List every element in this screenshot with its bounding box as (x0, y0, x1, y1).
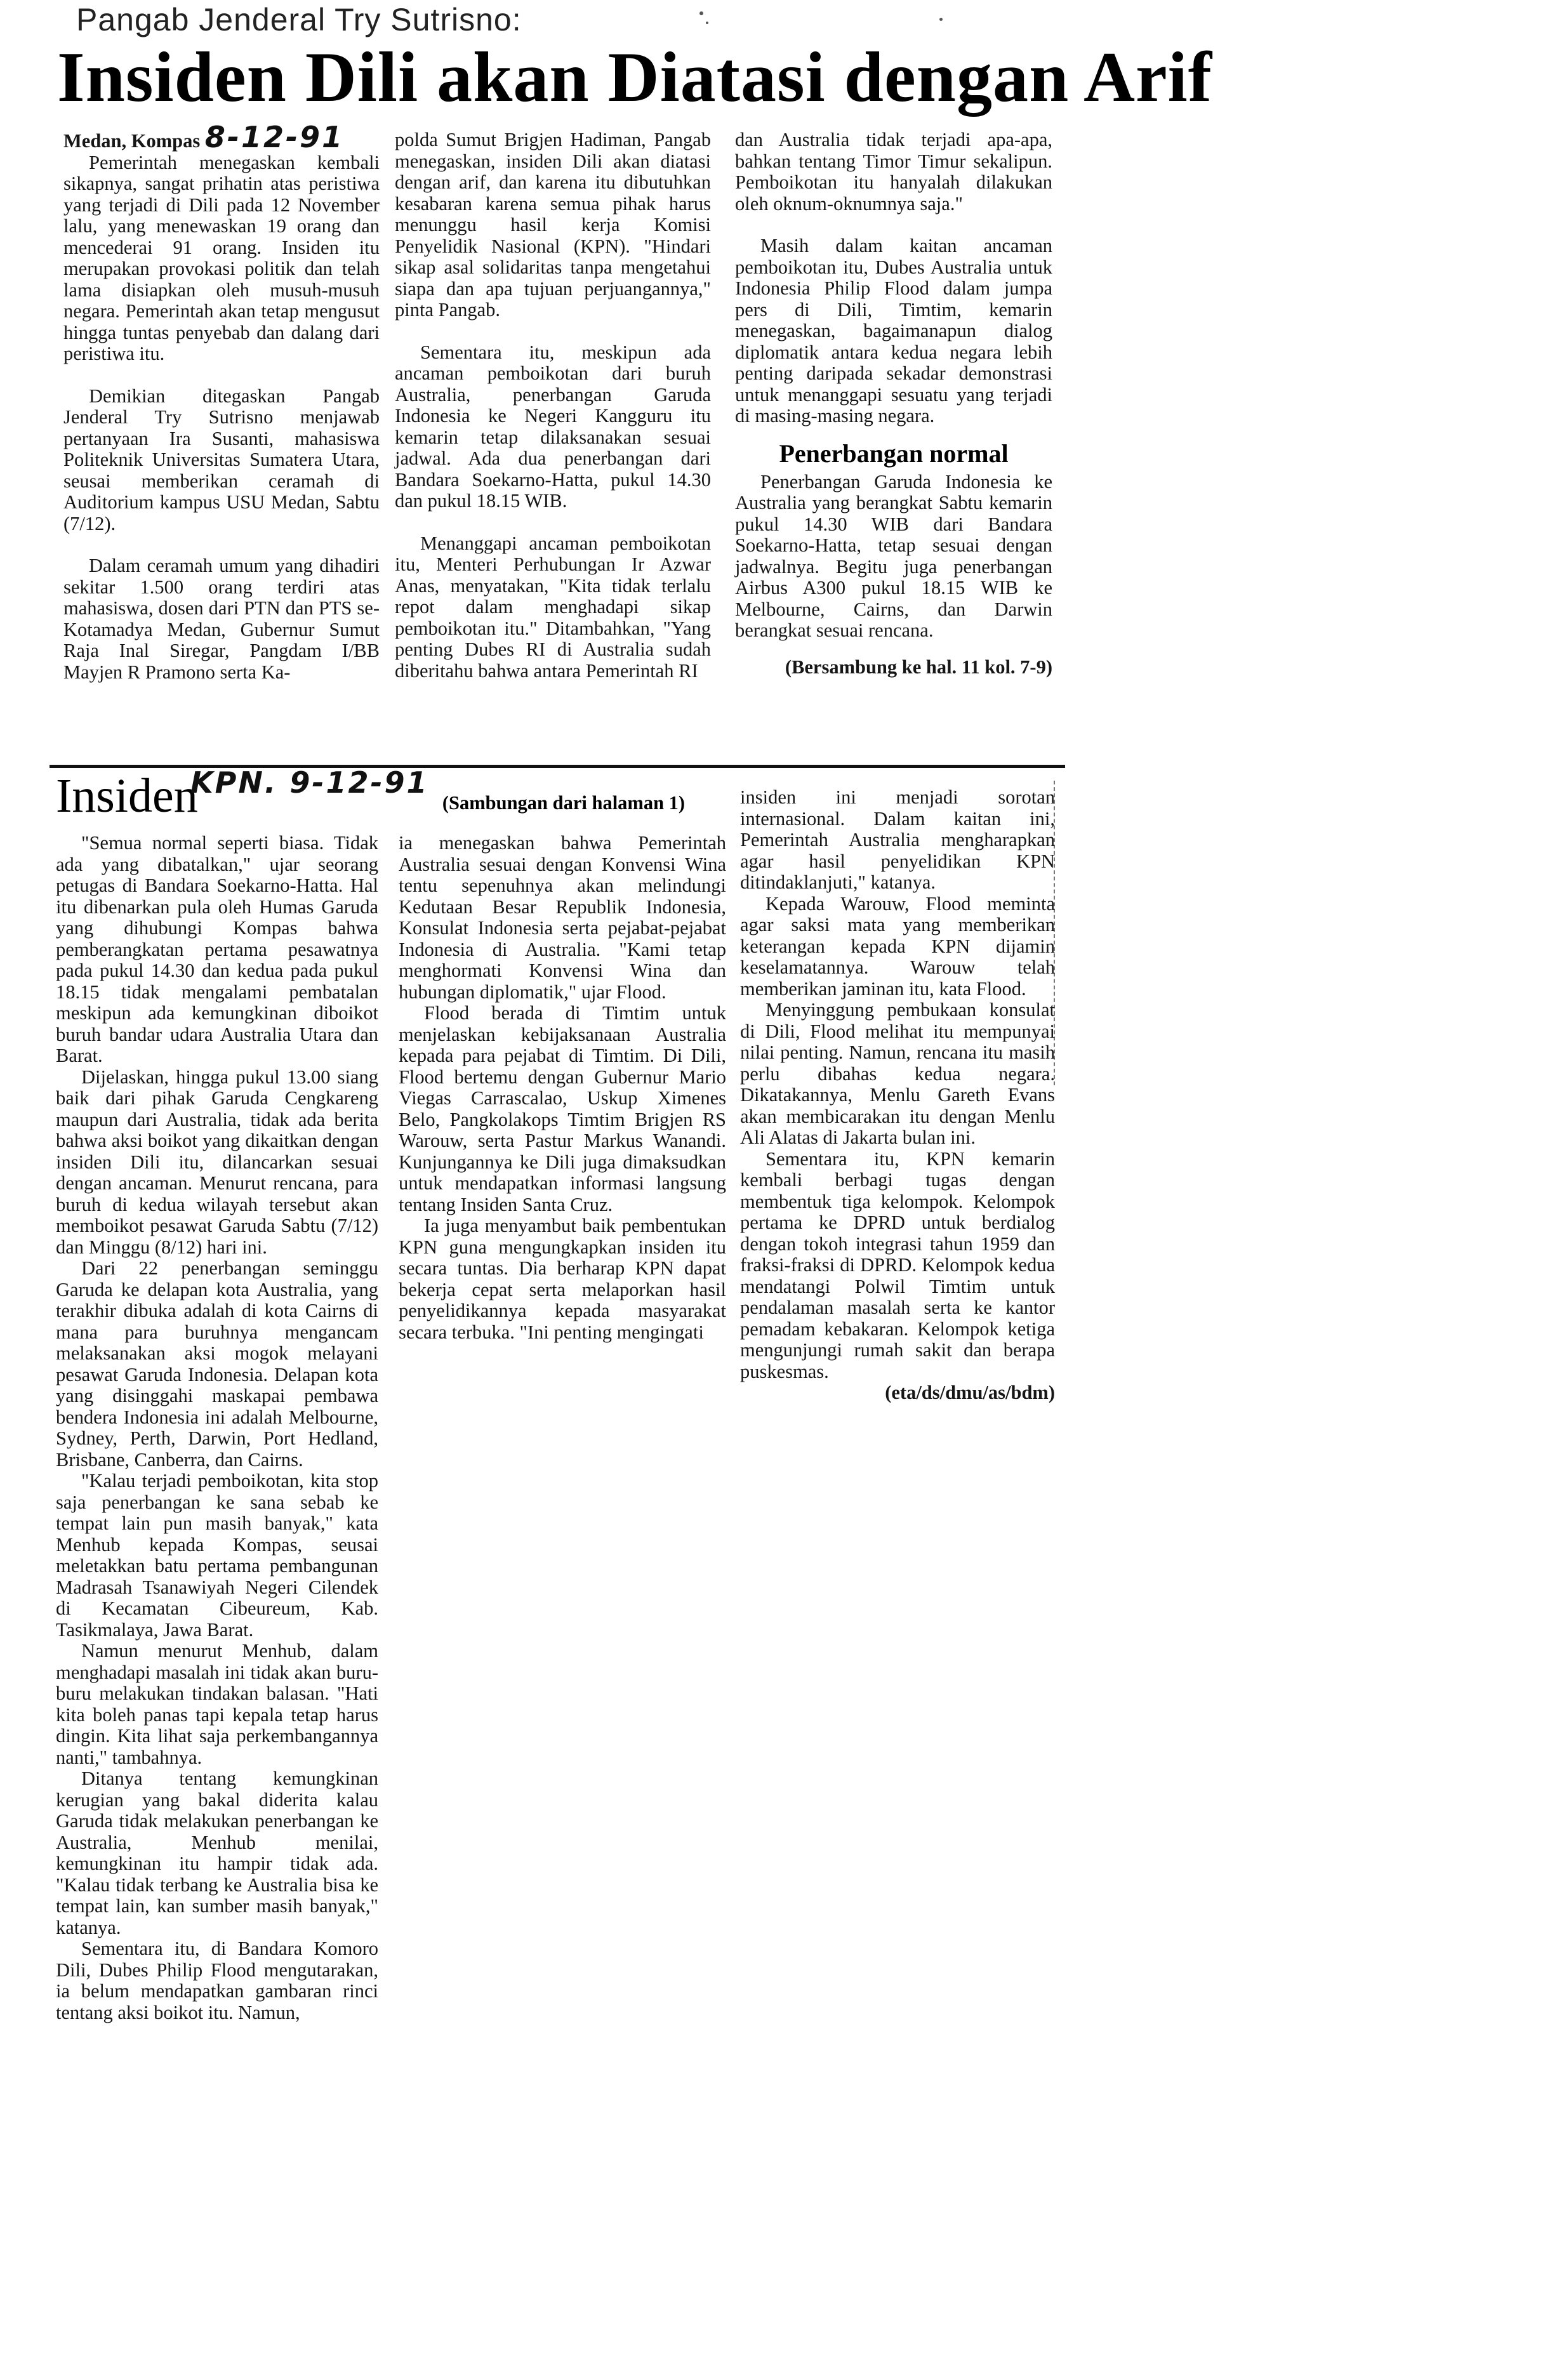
subheading: Penerbangan normal (779, 439, 1009, 468)
continuation-title: Insiden (56, 769, 198, 823)
paragraph: Menanggapi ancaman pemboikotan itu, Menteri Perhubungan Ir Azwar Anas, menyatakan, "Kita tidak terlalu repot dalam menghadapi sikap pemboikotan itu." Ditambahkan, "Yang penting Dubes RI di Australia sudah diberitahu bahwa antara Pemerintah RI (395, 532, 711, 682)
scan-speck (706, 22, 708, 24)
continuation-column-2 (399, 833, 726, 1343)
headline: Insiden Dili akan Diatasi dengan Arif (57, 38, 1213, 117)
article-column-3 (735, 129, 1052, 678)
paragraph: Sementara itu, meskipun ada ancaman pemboikotan dari buruh Australia, penerbangan Garuda Indonesia ke Negeri Kangguru itu kemarin tetap dilaksanakan sesuai jadwal. Ada dua penerbangan dari Bandara Soekarno-Hatta, pukul 14.30 dan pukul 18.15 WIB. (395, 341, 711, 512)
paragraph: Ia juga menyambut baik pembentukan KPN guna mengungkapkan insiden itu secara tuntas. Dia berharap KPN dapat bekerja cepat serta melaporkan hasil penyelidikannya kepada masyarakat secara terbuka. "Ini penting mengingati (399, 1215, 726, 1343)
paragraph: Sementara itu, KPN kemarin kembali berbagi tugas dengan membentuk tiga kelompok. Kelompok pertama ke DPRD untuk berdialog dengan tokoh integrasi tahun 1959 dan fraksi-fraksi di DPRD. Kelompok kedua mendatangi Polwil Timtim untuk pendalaman masalah serta ke kantor pemadam kebakaran. Kelompok ketiga mengunjungi rumah sakit dan berapa puskesmas. (740, 1147, 1055, 1382)
scan-speck (699, 11, 703, 15)
paragraph: "Kalau terjadi pemboikotan, kita stop saja penerbangan ke sana sebab ke tempat lain pun masih banyak," kata Menhub kepada Kompas, seusai meletakkan batu pertama pembangunan Madrasah Tsanawiyah Negeri Cilendek di Kecamatan Cibeureum, Kab. Tasikmalaya, Jawa Barat. (56, 1470, 378, 1641)
paragraph: Penerbangan Garuda Indonesia ke Australia yang berangkat Sabtu kemarin pukul 14.30 WIB dari Bandara Soekarno-Hatta, tetap sesuai dengan jadwalnya. Begitu juga penerbangan Airbus A300 pukul 18.15 WIB ke Melbourne, Cairns, dan Darwin berangkat sesuai rencana. (735, 470, 1052, 641)
continuation-column-3 (740, 787, 1055, 1404)
paragraph: Flood berada di Timtim untuk menjelaskan kebijaksanaan Australia kepada para pejabat di Timtim. Di Dili, Flood bertemu dengan Gubernur Mario Viegas Carrascalao, Uskup Ximenes Belo, Pangkolakops Timtim Brigjen RS Warouw, serta Pastur Markus Wanandi. Kunjungannya ke Dili juga dimaksudkan untuk mendapatkan informasi langsung tentang Insiden Santa Cruz. (399, 1002, 726, 1215)
paragraph: Ditanya tentang kemungkinan kerugian yang bakal diderita kalau Garuda tidak melakukan penerbangan ke Australia, Menhub menilai, kemungkinan itu hampir tidak ada. "Kalau tidak terbang ke Australia bisa ke tempat lain, kan sumber masih banyak," katanya. (56, 1768, 378, 1938)
paragraph: Dari 22 penerbangan seminggu Garuda ke delapan kota Australia, yang terakhir dibuka adalah di kota Cairns di mana para buruhnya mengancam melaksanakan aksi mogok melayani pesawat Garuda Indonesia. Delapan kota yang disinggahi maskapai pembawa bendera Indonesia ini adalah Melbourne, Sydney, Perth, Darwin, Port Hedland, Brisbane, Canberra, dan Cairns. (56, 1257, 378, 1471)
paragraph: polda Sumut Brigjen Hadiman, Pangab menegaskan, insiden Dili akan diatasi dengan arif, dan karena itu dibutuhkan kesabaran karena semua pihak harus menunggu hasil kerja Komisi Penyelidik Nasional (KPN). "Hindari sikap asal solidaritas tanpa mengetahui siapa dan apa tujuan perjuangannya," pinta Pangab. (395, 129, 711, 321)
paragraph: dan Australia tidak terjadi apa-apa, bahkan tentang Timor Timur sekalipun. Pemboikotan itu hanyalah dilakukan oleh oknum-oknumnya saja." (735, 129, 1052, 215)
continued-note: (Bersambung ke hal. 11 kol. 7-9) (785, 656, 1052, 678)
kicker: Pangab Jenderal Try Sutrisno: (76, 2, 522, 37)
article-column-1 (63, 120, 380, 683)
paragraph: Dalam ceramah umum yang dihadiri sekitar 1.500 orang terdiri atas mahasiswa, dosen dari PTN dan PTS se-Kotamadya Medan, Gubernur Sumut Raja Inal Siregar, Pangdam I/BB Mayjen R Pramono serta Ka- (63, 555, 380, 683)
continuation-label: (Sambungan dari halaman 1) (442, 792, 686, 814)
paragraph: Masih dalam kaitan ancaman pemboikotan itu, Dubes Australia untuk Indonesia Philip Flood dalam jumpa pers di Dili, Timtim, kemarin menegaskan, bagaimanapun dialog diplomatik antara kedua negara lebih penting daripada sekadar demonstrasi untuk menanggapi sesuatu yang terjadi di masing-masing negara. (735, 235, 1052, 426)
paragraph: Kepada Warouw, Flood meminta agar saksi mata yang memberikan keterangan kepada KPN dijamin keselamatannya. Warouw telah memberikan jaminan itu, kata Flood. (740, 892, 1055, 1000)
signoff: (eta/ds/dmu/as/bdm) (885, 1382, 1055, 1403)
handwritten-date: 8-12-91 (204, 120, 345, 154)
paragraph: Demikian ditegaskan Pangab Jenderal Try Sutrisno menjawab pertanyaan Ira Susanti, mahasiswa Politeknik Universitas Sumatera Utara, seusai memberikan ceramah di Auditorium kampus USU Medan, Sabtu (7/12). (63, 385, 380, 534)
dateline-row (63, 120, 380, 154)
paragraph: insiden ini menjadi sorotan internasional. Dalam kaitan ini, Pemerintah Australia mengharapkan agar hasil penyelidikan KPN ditindaklanjuti," katanya. (740, 786, 1055, 893)
handwritten-reference: KPN. 9-12-91 (190, 765, 429, 800)
paragraph: Dijelaskan, hingga pukul 13.00 siang baik dari pihak Garuda Cengkareng maupun dari Australia, tidak ada berita bahwa aksi boikot yang dikaitkan dengan insiden Dili itu, dilancarkan sesuai dengan ancaman. Menurut rencana, para buruh di kedua wilayah tersebut akan memboikot pesawat Garuda Sabtu (7/12) dan Minggu (8/12) hari ini. (56, 1066, 378, 1258)
dateline: Medan, Kompas (63, 130, 201, 152)
scan-speck (939, 18, 943, 21)
paragraph: Sementara itu, di Bandara Komoro Dili, Dubes Philip Flood mengutarakan, ia belum mendapatkan gambaran rinci tentang aksi boikot itu. Namun, (56, 1938, 378, 2023)
paragraph: Menyinggung pembukaan konsulat di Dili, Flood melihat itu mempunyai nilai penting. Namun, rencana itu masih perlu dibahas kedua negara. Dikatakannya, Menlu Gareth Evans akan membicarakan itu dengan Menlu Ali Alatas di Jakarta bulan ini. (740, 999, 1055, 1148)
continuation-column-1 (56, 833, 378, 2023)
paragraph: "Semua normal seperti biasa. Tidak ada yang dibatalkan," ujar seorang petugas di Bandara Soekarno-Hatta. Hal itu dibenarkan pula oleh Humas Garuda yang dihubungi Kompas bahwa pemberangkatan pertama pesawatnya pada pukul 14.30 dan kedua pada pukul 18.15 tidak mengalami pembatalan meskipun ada kemungkinan diboikot buruh bandar udara Australia Utara dan Barat. (56, 832, 378, 1066)
paragraph: Pemerintah menegaskan kembali sikapnya, sangat prihatin atas peristiwa yang terjadi di Dili pada 12 November lalu, yang menewaskan 19 orang dan mencederai 91 orang. Insiden itu merupakan provokasi politik dan telah lama disiapkan oleh musuh-musuh negara. Pemerintah akan tetap mengusut hingga tuntas penyebab dan dalang dari peristiwa itu. (63, 151, 380, 364)
article-column-2 (395, 129, 711, 682)
paragraph: Namun menurut Menhub, dalam menghadapi masalah ini tidak akan buru-buru melakukan tindakan balasan. "Hati kita boleh panas tapi kepala tetap harus dingin. Kita lihat saja perkembangannya nanti," tambahnya. (56, 1640, 378, 1768)
paragraph: ia menegaskan bahwa Pemerintah Australia sesuai dengan Konvensi Wina tentu sepenuhnya akan melindungi Kedutaan Besar Republik Indonesia, Konsulat Indonesia serta pejabat-pejabat Indonesia di Australia. "Kami tetap menghormati Konvensi Wina dan hubungan diplomatik," ujar Flood. (399, 832, 726, 1003)
